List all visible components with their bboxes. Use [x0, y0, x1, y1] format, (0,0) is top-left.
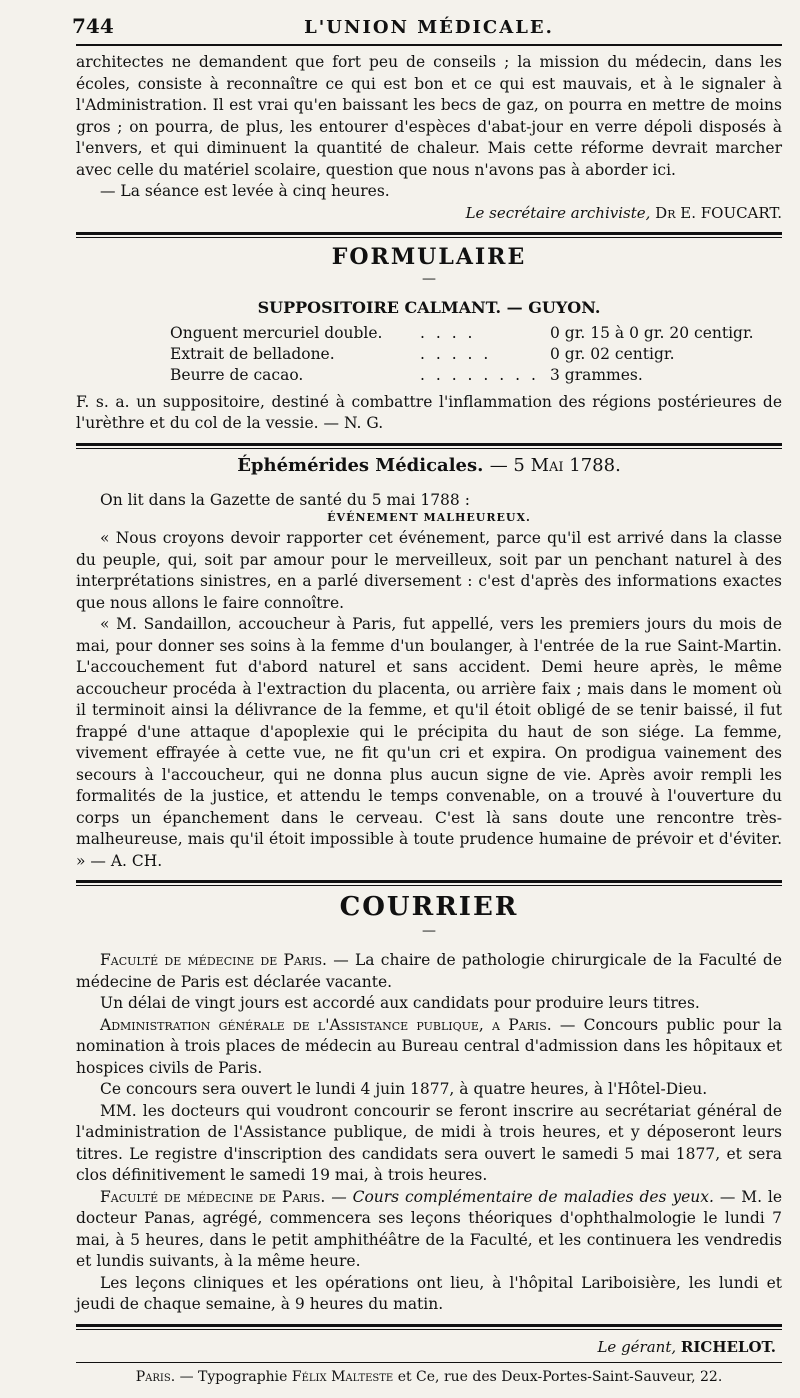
- ingredient-name: Extrait de belladone.: [170, 344, 335, 363]
- footer-divider: [76, 1324, 782, 1330]
- gerant-signature: [76, 1338, 776, 1356]
- event-title: ÉVÉNEMENT MALHEUREUX.: [327, 511, 531, 524]
- formulaire-subtitle: SUPPOSITOIRE CALMANT. — GUYON.: [257, 297, 601, 317]
- intro-paragraph: architectes ne demandent que fort peu de conseils ; la mission du médecin, dans les écoles, consiste à reconnaître ce qui est bon et ce qui est mauvais, et à le signaler à l'Administration. Il est vrai qu'en baissant les becs de gaz, on pourra en mettre de moins gros ; on pourra, de plus, les entourer d'espèces d'abat-jour en verre dépoli disposés à l'envers, et qui diminuent la quantité de chaleur. Mais cette réforme devrait marcher avec celle du matériel scolaire, question que nous n'avons pas à aborder ici.: [76, 53, 782, 179]
- page-header: [72, 0, 782, 46]
- ingredient-dots: . . . .: [420, 323, 476, 342]
- formulaire-instructions: F. s. a. un suppositoire, destiné à combattre l'inflammation des régions postérieures de l'urèthre et du col de la vessie. — N. G.: [76, 392, 782, 432]
- section-divider: [76, 232, 782, 238]
- ingredient-name: Beurre de cacao.: [170, 365, 304, 384]
- imprint-line: [76, 1369, 782, 1385]
- signature-name: Dr E. FOUCART.: [655, 203, 782, 222]
- imprint-rest: et Ce, rue des Deux-Portes-Saint-Sauveur, 22.: [393, 1368, 723, 1385]
- imprint-city: Paris.: [135, 1368, 176, 1385]
- courrier-text: — La chaire de pathologie chirurgicale de la Faculté de médecine de Paris est déclarée vacante.: [76, 951, 782, 991]
- recipe-list: [170, 323, 782, 386]
- courrier-item: Un délai de vingt jours est accordé aux candidats pour produire leurs titres.: [100, 994, 700, 1012]
- section-divider: [76, 443, 782, 449]
- imprint-text: — Typographie: [175, 1368, 292, 1385]
- intro-signature: [76, 203, 782, 224]
- course-title: — Cours complémentaire de maladies des yeux.: [325, 1187, 714, 1206]
- recipe-row: [170, 365, 782, 386]
- imprint-name: Félix Malteste: [291, 1368, 394, 1385]
- courrier-item: MM. les docteurs qui voudront concourir se feront inscrire au secrétariat général de l'administration de l'Assistance publique, de midi à trois heures, et y déposeront leurs titres. Le registre d'inscription des candidats sera ouvert le samedi 5 mai 1877, et sera clos définitivement le samedi 19 mai, à trois heures.: [76, 1101, 782, 1184]
- courrier-text: — M. le docteur Panas, agrégé, commencera ses leçons théoriques d'ophthalmologie le lundi 7 mai, à 5 heures, dans le petit amphithéâtre de la Faculté, et les continuera les vendredis et lundis suivants, à la même heure.: [76, 1187, 782, 1270]
- ephemerides-title: Éphémérides Médicales.: [237, 454, 484, 476]
- ingredient-dots: . . . . . . . .: [420, 365, 539, 384]
- recipe-row: [170, 344, 782, 365]
- courrier-text: — Concours public pour la nomination à trois places de médecin au Bureau central d'admission dans les hôpitaux et hospices civils de Paris.: [76, 1015, 782, 1077]
- ephemerides-intro: On lit dans la Gazette de santé du 5 mai 1788 :: [100, 490, 470, 509]
- courrier-item: Les leçons cliniques et les opérations ont lieu, à l'hôpital Lariboisière, les lundi et jeudi de chaque semaine, à 9 heures du matin.: [76, 1273, 782, 1313]
- courrier-item: [76, 950, 782, 993]
- ephemerides-heading: [76, 455, 782, 476]
- session-closing: — La séance est levée à cinq heures.: [100, 182, 390, 200]
- ingredient-qty: 0 gr. 15 à 0 gr. 20 centigr.: [550, 323, 754, 342]
- institution-label: Administration générale de l'Assistance publique, a Paris.: [100, 1015, 552, 1034]
- signature-role: Le secrétaire archiviste,: [465, 203, 651, 222]
- formulaire-title: FORMULAIRE: [331, 243, 527, 270]
- recipe-row: [170, 323, 782, 344]
- institution-label: Faculté de médecine de Paris.: [100, 951, 327, 969]
- ingredient-name: Onguent mercuriel double.: [170, 323, 383, 342]
- ingredient-dots: . . . . .: [420, 344, 492, 363]
- courrier-item: [76, 1015, 782, 1080]
- courrier-item: [76, 1187, 782, 1273]
- courrier-title: COURRIER: [339, 892, 519, 922]
- ingredient-qty: 3 grammes.: [550, 365, 643, 384]
- imprint-divider: [76, 1362, 782, 1363]
- section-divider: [76, 880, 782, 886]
- courrier-item: Ce concours sera ouvert le lundi 4 juin 1877, à quatre heures, à l'Hôtel-Dieu.: [100, 1080, 708, 1098]
- ephemerides-paragraph: « Nous croyons devoir rapporter cet événement, parce qu'il est arrivé dans la classe du peuple, qui, soit par amour pour le merveilleux, soit par un penchant naturel à des interprétations sinistres, en a parlé diversement : c'est d'après des informations exactes que nous allons le faire connoître.: [76, 529, 782, 612]
- title-dash: [76, 272, 782, 286]
- ephemerides-date: — 5 Mai 1788.: [489, 454, 621, 476]
- ephemerides-paragraph: « M. Sandaillon, accoucheur à Paris, fut appellé, vers les premiers jours du mois de mai, pour donner ses soins à la femme d'un boulanger, à l'entrée de la rue Saint-Martin. L'accouchement fut d'abord naturel et sans accident. Demi heure après, le même accoucheur procéda à l'extraction du placenta, ou arrière faix ; mais dans le moment où il terminoit ainsi la délivrance de la femme, et qu'il étoit obligé de se tenir baissé, il fut frappé d'une attaque d'apoplexie qui le précipita du haut de son siége. La femme, vivement effrayée à cette vue, ne fit qu'un cri et expira. On prodigua vainement des secours à l'accoucheur, qui ne donna plus aucun signe de vie. Après avoir rempli les formalités de la justice, et attendu le temps convenable, on a trouvé à l'ouverture du corps un épanchement dans le cerveau. C'est là sans doute une rencontre très-malheureuse, mais qu'il étoit impossible à toute prudence humaine de prévoir et d'éviter. » — A. CH.: [76, 615, 782, 870]
- gerant-name: RICHELOT.: [680, 1337, 776, 1356]
- running-title: L'UNION MÉDICALE.: [304, 17, 554, 38]
- institution-label: Faculté de médecine de Paris.: [100, 1187, 326, 1206]
- ingredient-qty: 0 gr. 02 centigr.: [550, 344, 675, 363]
- title-dash: [76, 924, 782, 938]
- page-number: 744: [72, 14, 114, 38]
- gerant-label: Le gérant,: [597, 1337, 677, 1356]
